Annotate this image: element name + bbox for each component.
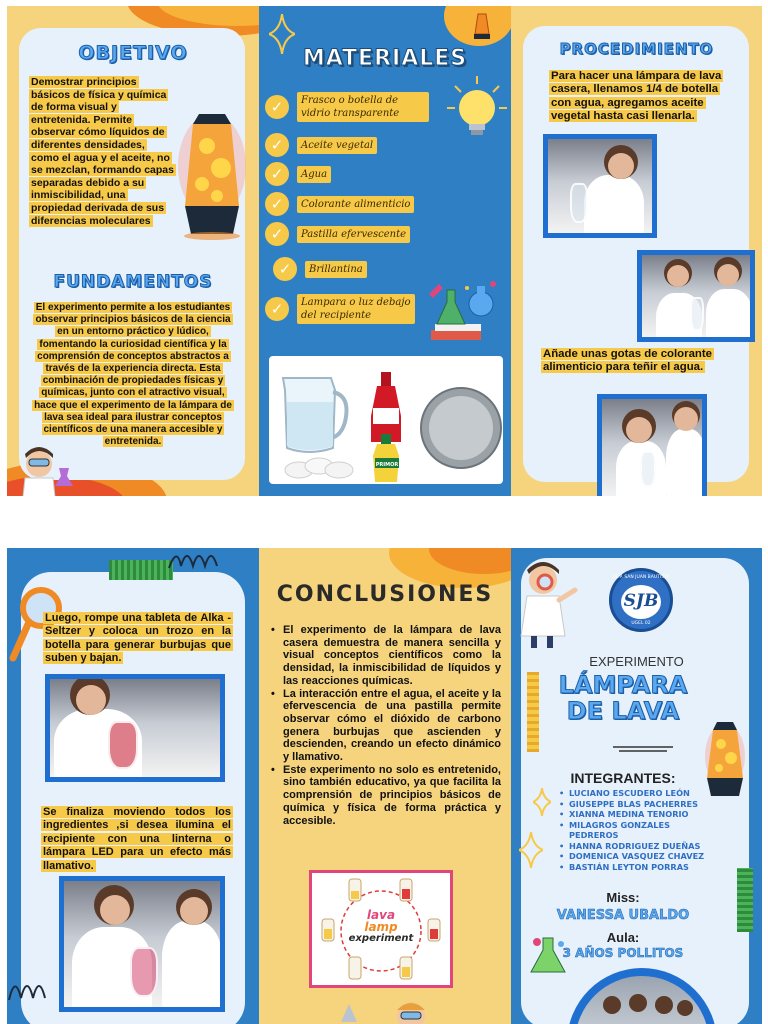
conclusion-item: • El experimento de la lámpara de lava casera demuestra de manera sencilla y visual conceptos científicos como la densidad, la inmiscibilidad de líquidos y las reacciones químicas.	[271, 624, 501, 688]
scientist-icon	[519, 560, 579, 652]
procedimiento-step3	[43, 612, 233, 666]
aula-name: 3 AÑOS POLLITOS	[562, 946, 684, 960]
member-name: • LUCIANO ESCUDERO LEÓN	[559, 788, 709, 799]
procedimiento-step1	[549, 70, 735, 124]
member-name: • XIANNA MEDINA TENORIO	[559, 809, 709, 820]
miss-label: Miss:	[606, 890, 640, 905]
check-icon: ✓	[265, 133, 289, 157]
material-label: Lampara o luz debajo del recipiente	[297, 294, 415, 324]
experiment-diagram	[309, 870, 453, 988]
member-name: • DOMENICA VASQUEZ CHAVEZ	[559, 851, 709, 862]
brochure-inside	[7, 548, 762, 1024]
procedimiento-step1-highlight: Para hacer una lámpara de lava casera, llenamos 1/4 de botella con agua, agregamos aceite vegetal hasta casi llenarla.	[551, 70, 722, 123]
cover-title-line2: DE LAVA	[566, 697, 680, 725]
material-item	[265, 290, 415, 328]
material-item	[265, 130, 377, 160]
oil-brand-label: PRIMOR	[375, 462, 399, 468]
scribble-icon	[7, 970, 47, 1010]
check-icon: ✓	[265, 222, 289, 246]
procedimiento-step3-highlight: Luego, rompe una tableta de Alka - Seltzer y coloca un trozo en la botella para generar burbujas que suben y bajan.	[45, 612, 231, 665]
chemistry-flasks-icon	[425, 280, 505, 346]
panel-pasos	[7, 548, 259, 1024]
scientist-peek-icon	[335, 996, 425, 1024]
cover-title	[511, 672, 735, 724]
scientist-icon	[17, 446, 79, 496]
light-bulb-icon	[447, 74, 507, 144]
sparkle-icon	[533, 788, 551, 816]
material-item	[265, 219, 410, 249]
integrantes-label: INTEGRANTES:	[570, 770, 676, 786]
miss-name: VANESSA UBALDO	[556, 908, 690, 923]
conclusion-item: • Este experimento no solo es entretenido, sino también educativo, ya que facilita la comprensión de principios básicos de química y física de forma práctica y accesible.	[271, 764, 501, 828]
decor-tape	[737, 868, 753, 932]
photo-step5	[59, 876, 225, 1012]
panel-materiales	[259, 6, 511, 496]
material-item	[273, 254, 367, 284]
panel-cover	[511, 548, 762, 1024]
panel-conclusiones	[259, 548, 511, 1024]
material-item	[265, 92, 429, 122]
aula-label: Aula:	[606, 930, 640, 945]
check-icon: ✓	[265, 95, 289, 119]
diagram-line1: lava	[366, 908, 396, 922]
diagram-line2: lamp	[364, 920, 398, 934]
decor-tape	[109, 560, 173, 580]
check-icon: ✓	[265, 192, 289, 216]
material-label: Frasco o botella de vidrio transparente	[297, 92, 429, 122]
flask-icon	[527, 934, 571, 978]
photo-step3	[597, 394, 707, 496]
objetivo-title: OBJETIVO	[78, 42, 188, 64]
cover-kicker: EXPERIMENTO	[589, 654, 684, 669]
member-name: • MILAGROS GONZALES PEDREROS	[559, 820, 709, 841]
conclusion-item: • La interacción entre el agua, el aceite y la efervescencia de una pastilla permite observar cómo el dióxido de carbono genera burbujas que ascienden y descienden, creando un efecto dinámico y llamativo.	[271, 688, 501, 764]
logo-bottom-text: UGEL 02	[631, 621, 651, 626]
objetivo-text	[29, 76, 175, 227]
decor-tape	[527, 672, 539, 752]
procedimiento-title: PROCEDIMIENTO	[559, 40, 714, 58]
brochure-outside	[7, 6, 762, 496]
objetivo-text-highlight: Demostrar principios básicos de física y química de forma visual y entretenida. Permite observar cómo líquidos de diferentes densidades, como el agua y el aceite, no se mezclan, formando capas separadas debido a su inmiscibilidad, una propiedad derivada de sus diferencias moleculares	[31, 76, 174, 227]
check-icon: ✓	[265, 162, 289, 186]
conclusiones-title: CONCLUSIONES	[276, 582, 494, 607]
diagram-title	[312, 909, 450, 945]
material-label: Pastilla efervescente	[297, 226, 410, 243]
members-list	[559, 788, 709, 872]
procedimiento-step2-highlight: Añade unas gotas de colorante alimenticio para teñir el agua.	[543, 348, 712, 374]
check-icon: ✓	[265, 297, 289, 321]
school-logo	[609, 568, 673, 632]
materials-illustration	[269, 356, 503, 484]
panel-objetivo	[7, 6, 259, 496]
member-name: • GIUSEPPE BLAS PACHERRES	[559, 799, 709, 810]
fundamentos-title: FUNDAMENTOS	[53, 272, 213, 292]
fundamentos-text-highlight: El experimento permite a los estudiantes observar principios básicos de la ciencia en un entorno práctico y lúdico, fomentando la curiosidad científica y la comprensión de conceptos abstractos a través de la experiencia directa. Esta combinación de propiedades físicas y químicas, junto con el atractivo visual, hace que el experimento de la lámpara de lava sea ideal para ilustrar conceptos científicos de una manera accesible y entretenida.	[34, 302, 232, 448]
materials-image	[269, 356, 503, 484]
photo-step4	[45, 674, 225, 782]
procedimiento-step2	[541, 348, 735, 375]
check-icon: ✓	[273, 257, 297, 281]
lava-lamp-icon	[177, 106, 247, 246]
materiales-title: MATERIALES	[302, 46, 468, 71]
lava-lamp-small-icon	[471, 12, 493, 42]
material-label: Colorante alimenticio	[297, 196, 414, 213]
procedimiento-step4-highlight: Se finaliza moviendo todos los ingredientes ,si desea ilumina el recipiente con una linterna o lámpara LED para un efecto más llamativo.	[43, 806, 231, 872]
logo-ring-text: I.E.P. SAN JUAN BAUTISTA	[612, 575, 670, 580]
lava-lamp-icon	[703, 718, 747, 802]
material-item	[265, 159, 331, 189]
scribble-icon	[167, 548, 227, 572]
fundamentos-text	[29, 302, 237, 448]
panel-procedimiento	[511, 6, 762, 496]
photo-step2	[637, 250, 755, 342]
material-label: Agua	[297, 166, 331, 183]
divider-icon	[611, 744, 675, 754]
diagram-line3: experiment	[348, 933, 414, 944]
member-name: • HANNA RODRIGUEZ DUEÑAS	[559, 841, 709, 852]
material-label: Brillantina	[305, 261, 367, 278]
material-label: Aceite vegetal	[297, 137, 377, 154]
sparkle-icon	[519, 832, 543, 868]
procedimiento-step4	[41, 806, 233, 873]
cover-title-line1: LÁMPARA	[558, 671, 688, 699]
photo-step1	[543, 134, 657, 238]
member-name: • BASTIÁN LEYTON PORRAS	[559, 862, 709, 873]
material-item	[265, 189, 414, 219]
logo-initials: SJB	[623, 591, 659, 611]
conclusiones-list	[271, 624, 501, 827]
